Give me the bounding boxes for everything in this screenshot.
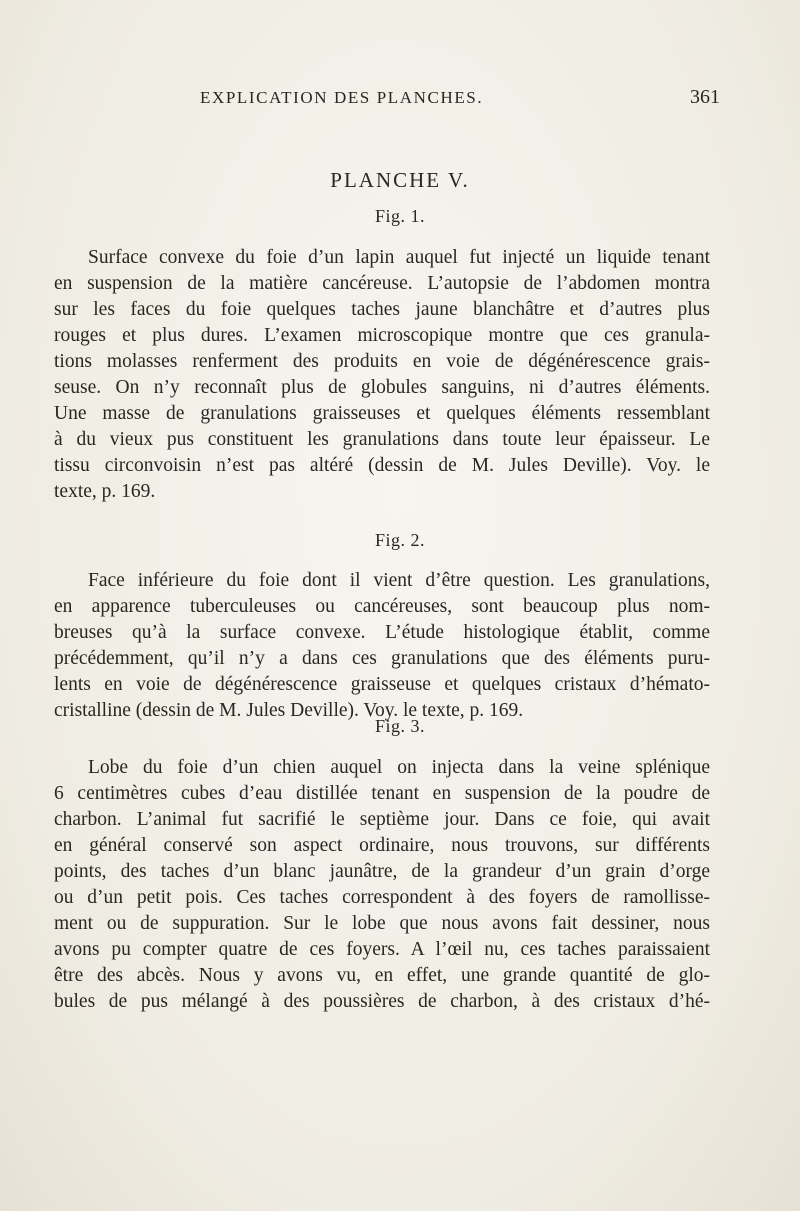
caption-line: en suspension de la matière cancéreuse. L’autopsie de l’abdomen montra	[54, 273, 710, 294]
running-title: EXPLICATION DES PLANCHES.	[200, 88, 484, 107]
caption-line: 6 centimètres cubes d’eau distillée tenant en suspension de la poudre de	[54, 783, 710, 804]
caption-line: bules de pus mélangé à des poussières de charbon, à des cristaux d’hé-	[54, 991, 710, 1012]
caption-line: en général conservé son aspect ordinaire, nous trouvons, sur différents	[54, 835, 710, 856]
figure-2-caption	[54, 568, 710, 724]
caption-line: tions molasses renferment des produits en voie de dégénérescence grais-	[54, 351, 710, 372]
figure-3-caption	[54, 755, 710, 1015]
caption-line: Lobe du foie d’un chien auquel on injecta dans la veine splénique	[88, 757, 710, 778]
caption-line: tissu circonvoisin n’est pas altéré (dessin de M. Jules Deville). Voy. le	[54, 455, 710, 476]
caption-line: avons pu compter quatre de ces foyers. A l’œil nu, ces taches paraissaient	[54, 939, 710, 960]
plate-title: PLANCHE V.	[330, 168, 470, 192]
caption-line: charbon. L’animal fut sacrifié le septième jour. Dans ce foie, qui avait	[54, 809, 710, 830]
figure-2-heading: Fig. 2.	[374, 530, 425, 550]
caption-line: sur les faces du foie quelques taches jaune blanchâtre et d’autres plus	[54, 299, 710, 320]
caption-line: points, des taches d’un blanc jaunâtre, de la grandeur d’un grain d’orge	[54, 861, 710, 882]
caption-line: cristalline (dessin de M. Jules Deville). Voy. le texte, p. 169.	[54, 700, 524, 721]
caption-line: seuse. On n’y reconnaît plus de globules sanguins, ni d’autres éléments.	[54, 377, 710, 398]
caption-line: être des abcès. Nous y avons vu, en effet, une grande quantité de glo-	[54, 965, 710, 986]
figure-1-caption	[54, 245, 710, 505]
page-number: 361	[690, 86, 720, 108]
caption-line: lents en voie de dégénérescence graisseuse et quelques cristaux d’hémato-	[54, 674, 710, 695]
caption-line: texte, p. 169.	[54, 481, 156, 502]
caption-line: en apparence tuberculeuses ou cancéreuses, sont beaucoup plus nom-	[54, 596, 710, 617]
caption-line: breuses qu’à la surface convexe. L’étude histologique établit, comme	[54, 622, 710, 643]
caption-line: Face inférieure du foie dont il vient d’être question. Les granulations,	[88, 570, 710, 591]
caption-line: rouges et plus dures. L’examen microscopique montre que ces granula-	[54, 325, 710, 346]
caption-line: Surface convexe du foie d’un lapin auquel fut injecté un liquide tenant	[88, 247, 710, 268]
caption-line: ment ou de suppuration. Sur le lobe que nous avons fait dessiner, nous	[54, 913, 710, 934]
figure-3-heading: Fig. 3.	[374, 716, 425, 736]
running-head	[200, 86, 720, 116]
figure-1-heading: Fig. 1.	[374, 206, 425, 226]
caption-line: précédemment, qu’il n’y a dans ces granulations que des éléments puru-	[54, 648, 710, 669]
caption-line: ou d’un petit pois. Ces taches correspondent à des foyers de ramollisse-	[54, 887, 710, 908]
caption-line: Une masse de granulations graisseuses et quelques éléments ressemblant	[54, 403, 710, 424]
caption-line: à du vieux pus constituent les granulations dans toute leur épaisseur. Le	[54, 429, 710, 450]
